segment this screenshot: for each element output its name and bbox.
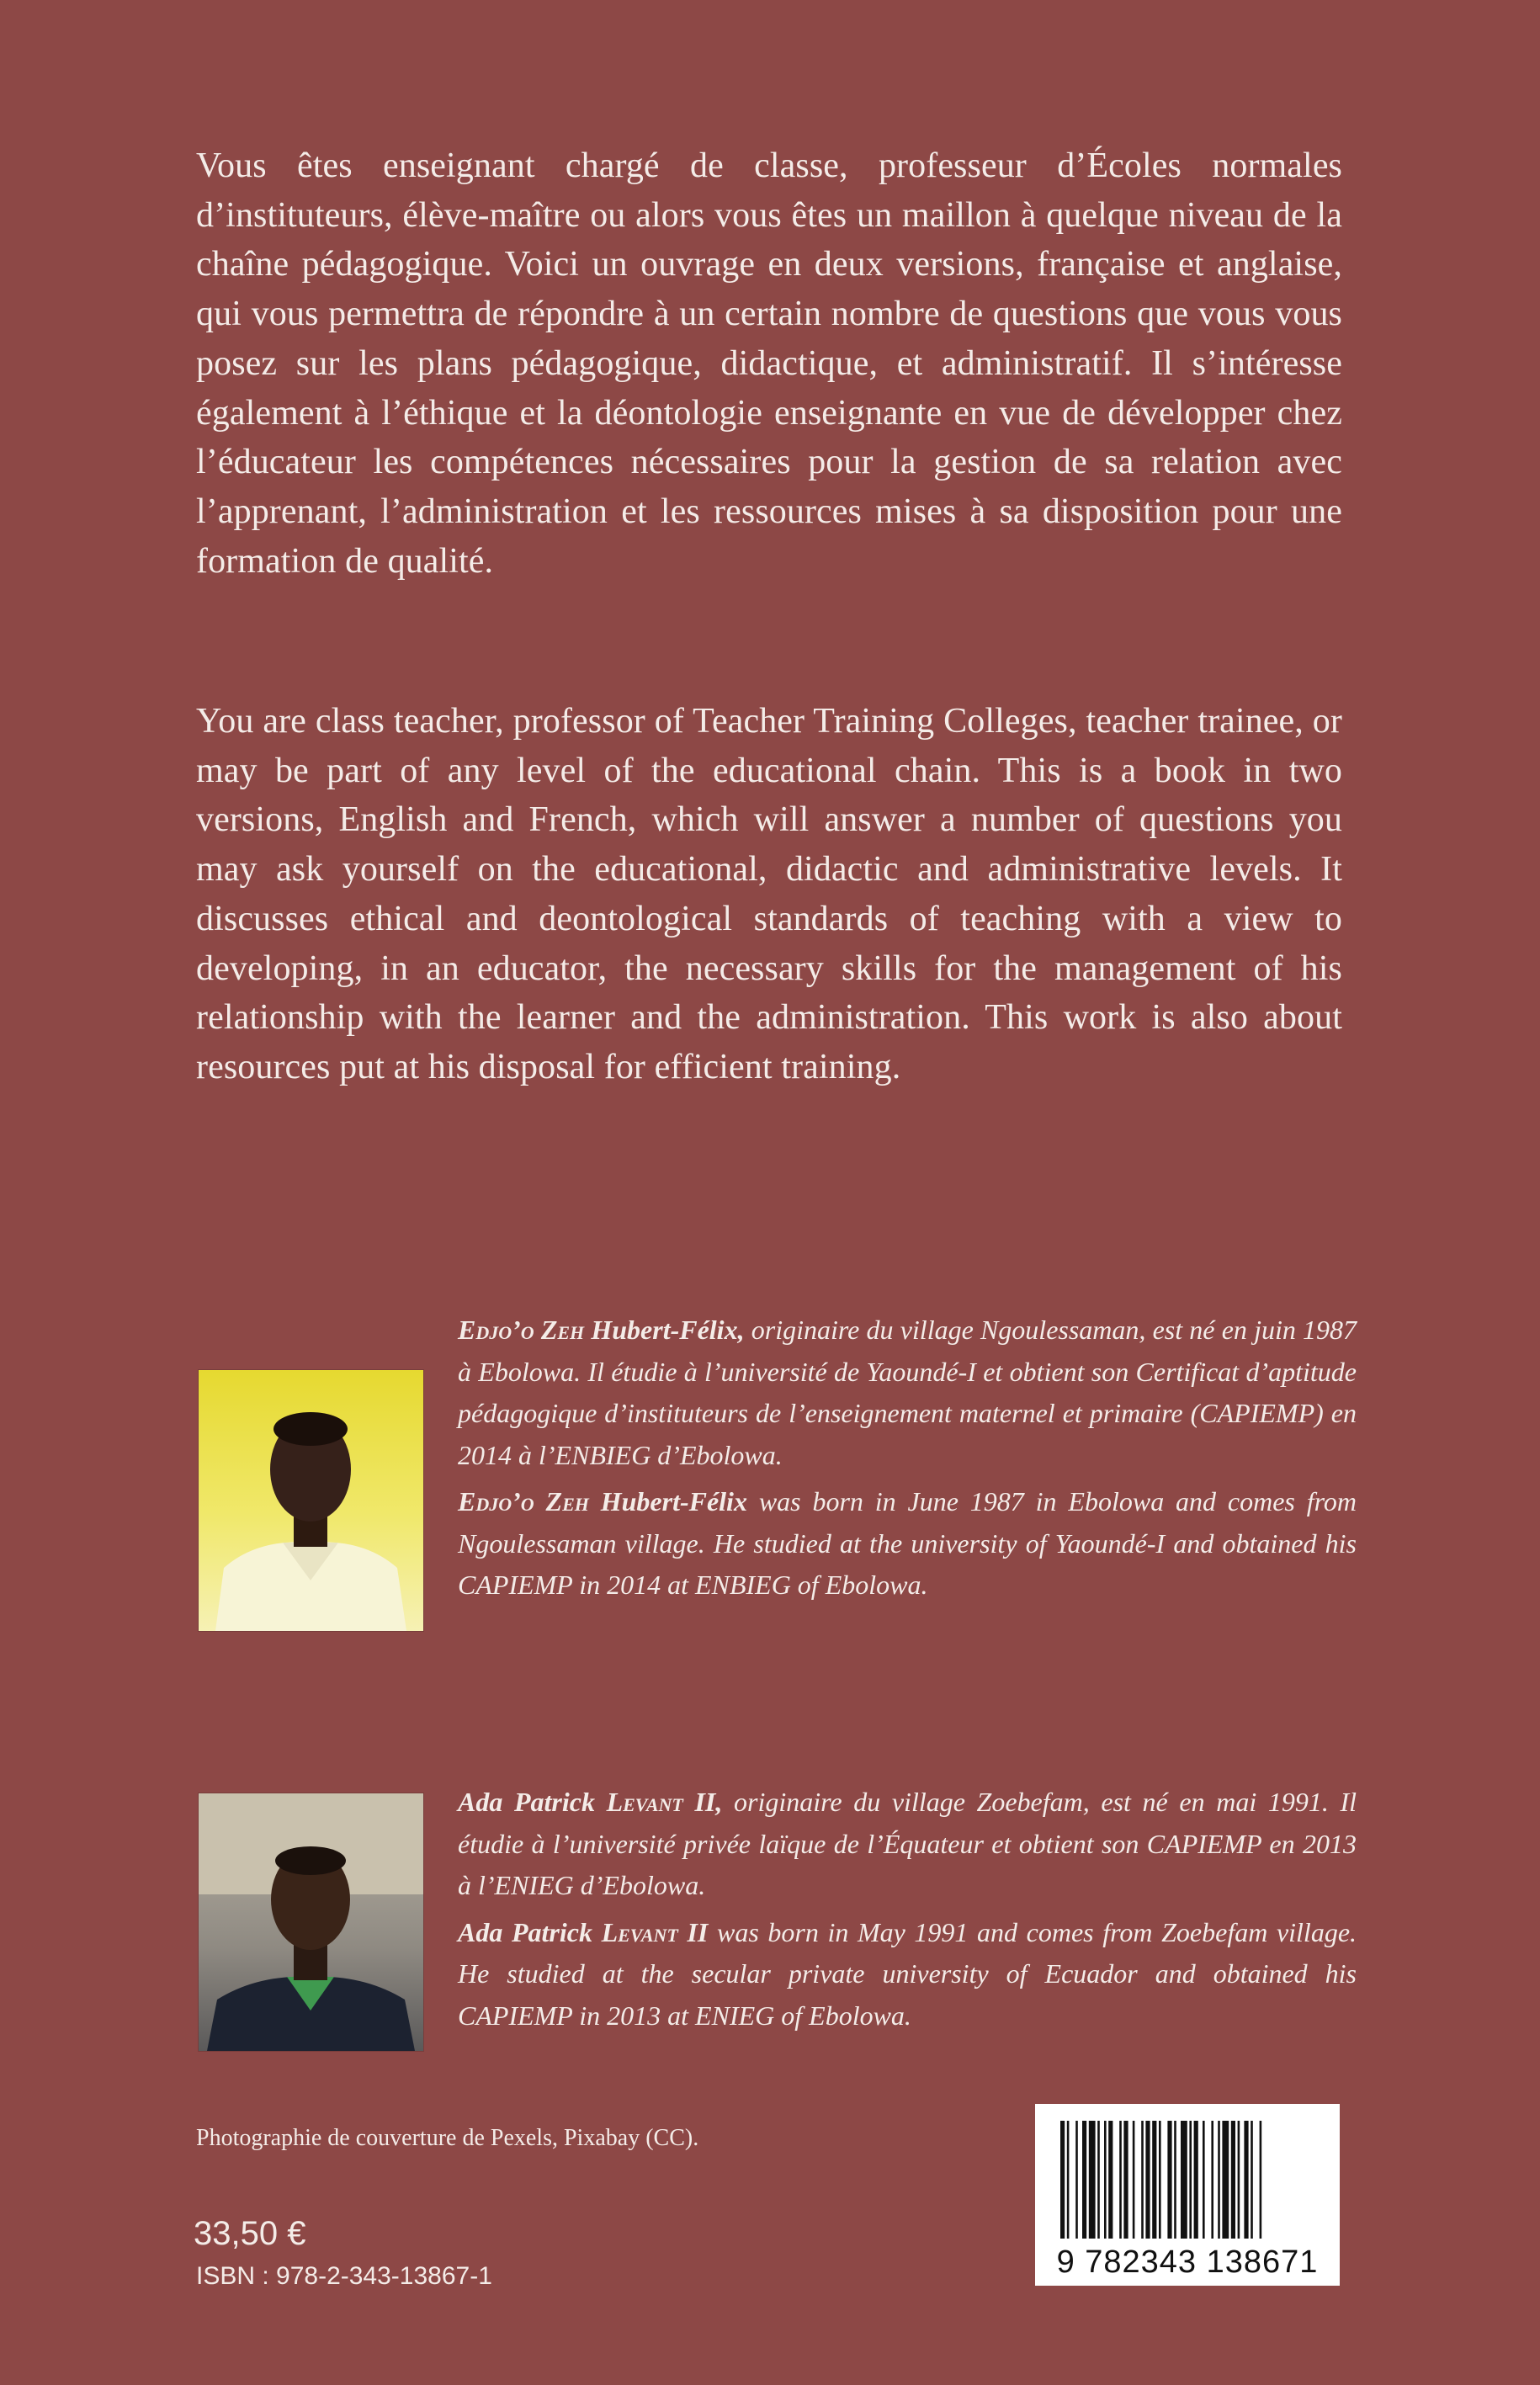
barcode-bar	[1251, 2121, 1253, 2239]
author-1-bio-fr	[458, 1309, 1357, 1476]
barcode-bar	[1133, 2121, 1135, 2239]
author-2-text-fr: originaire du village Zoebefam, est né en mai 1991. Il étudie à l’université privée laïque de l’Équateur et obtient son CAPIEMP en 2013 à l’ENIEG d’Ebolowa.	[458, 1787, 1357, 1900]
barcode-bar	[1181, 2121, 1187, 2239]
author-2-name-sep: ,	[715, 1787, 734, 1817]
author-1-text-en: was born in June 1987 in Ebolowa and comes from Ngoulessaman village. He studied at the university of Yaoundé-I and obtained his CAPIEMP in 2014 at ENBIEG of Ebolowa.	[458, 1486, 1357, 1600]
author-2-name-given: Ada Patrick	[458, 1787, 607, 1817]
author-1-name-given-en: Hubert-Félix	[588, 1486, 747, 1517]
author-2-name-suffix-en: II	[677, 1916, 709, 1947]
barcode-bar	[1194, 2121, 1198, 2239]
barcode-bar	[1060, 2121, 1065, 2239]
barcode-bar	[1152, 2121, 1156, 2239]
barcode-bar	[1174, 2121, 1176, 2239]
author-photo-2	[199, 1793, 423, 2051]
barcode-digits: 9 782343 138671	[1056, 2244, 1319, 2280]
author-portrait-2	[199, 1793, 423, 2051]
author-1-name-given: Hubert-Félix	[584, 1315, 738, 1345]
author-2-text-en: was born in May 1991 and comes from Zoebefam village. He studied at the secular private university of Ecuador and obtained his CAPIEMP in 2013 at ENIEG of Ebolowa.	[458, 1916, 1357, 2031]
author-2-bio-fr	[458, 1782, 1357, 1907]
barcode-bar	[1082, 2121, 1086, 2239]
barcode-bar	[1203, 2121, 1205, 2239]
barcode	[1035, 2104, 1340, 2286]
barcode-bar	[1260, 2121, 1262, 2239]
barcode-bar	[1075, 2121, 1078, 2239]
barcode-bar	[1104, 2121, 1107, 2239]
price: 33,50 €	[194, 2215, 306, 2252]
author-2-name-surname: Levant	[606, 1787, 683, 1817]
barcode-bar	[1222, 2121, 1229, 2239]
author-2-name-suffix: II	[682, 1787, 716, 1817]
author-1-text-fr: originaire du village Ngoulessaman, est né en juin 1987 à Ebolowa. Il étudie à l’université de Yaoundé-I et obtient son Certificat d’aptitude pédagogique d’instituteurs de l’enseignement maternel et primaire (CAPIEMP) en 2014 à l’ENBIEG d’Ebolowa.	[458, 1315, 1357, 1470]
author-1-bio-en	[458, 1481, 1357, 1607]
author-2-name-given-en: Ada Patrick	[458, 1916, 602, 1947]
barcode-bar	[1089, 2121, 1096, 2239]
barcode-bar	[1145, 2121, 1150, 2239]
author-1-name-sep: ,	[737, 1315, 751, 1345]
barcode-bars	[1060, 2121, 1316, 2239]
author-2-bio-en	[458, 1912, 1357, 2037]
author-2-name-surname-en: Levant	[601, 1916, 678, 1947]
barcode-bar	[1211, 2121, 1213, 2239]
photo-credit: Photographie de couverture de Pexels, Pixabay (CC).	[196, 2125, 699, 2151]
author-photo-1	[199, 1370, 423, 1631]
barcode-bar	[1097, 2121, 1100, 2239]
barcode-bar	[1231, 2121, 1235, 2239]
author-1-name-surname-en: Edjo’o Zeh	[458, 1486, 589, 1517]
barcode-bar	[1108, 2121, 1113, 2239]
barcode-bar	[1123, 2121, 1128, 2239]
barcode-bar	[1244, 2121, 1248, 2239]
barcode-bar	[1167, 2121, 1171, 2239]
author-portrait-1	[199, 1370, 423, 1631]
barcode-bar	[1141, 2121, 1144, 2239]
summary-english: You are class teacher, professor of Teacher Training Colleges, teacher trainee, or may be part of any level of the educational chain. This is a book in two versions, English and French, which will answer a number of questions you may ask yourself on the educational, didactic and administrative levels. It discusses ethical and deontological standards of teaching with a view to developing, in an educator, the necessary skills for the management of his relationship with the learner and the administration. This work is also about resources put at his disposal for efficient training.	[196, 702, 1342, 1086]
barcode-bar	[1218, 2121, 1220, 2239]
author-1-name-surname: Edjo’o Zeh	[458, 1315, 585, 1345]
isbn: ISBN : 978-2-343-13867-1	[196, 2262, 492, 2290]
barcode-bar	[1119, 2121, 1122, 2239]
author-bio-1	[458, 1309, 1357, 1612]
barcode-bar	[1159, 2121, 1161, 2239]
barcode-bar	[1238, 2121, 1240, 2239]
author-bio-2	[458, 1782, 1357, 2042]
barcode-bar	[1067, 2121, 1070, 2239]
barcode-bar	[1189, 2121, 1192, 2239]
summary-french: Vous êtes enseignant chargé de classe, professeur d’Écoles normales d’instituteurs, élève-maître ou alors vous êtes un maillon à quelque niveau de la chaîne pédagogique. Voici un ouvrage en deux versions, française et anglaise, qui vous permettra de répondre à un certain nombre de questions que vous vous posez sur les plans pédagogique, didactique, et administratif. Il s’intéresse également à l’éthique et la déontologie enseignante en vue de développer chez l’éducateur les compétences nécessaires pour la gestion de sa relation avec l’apprenant, l’administration et les ressources mises à sa disposition pour une formation de qualité.	[196, 146, 1342, 581]
